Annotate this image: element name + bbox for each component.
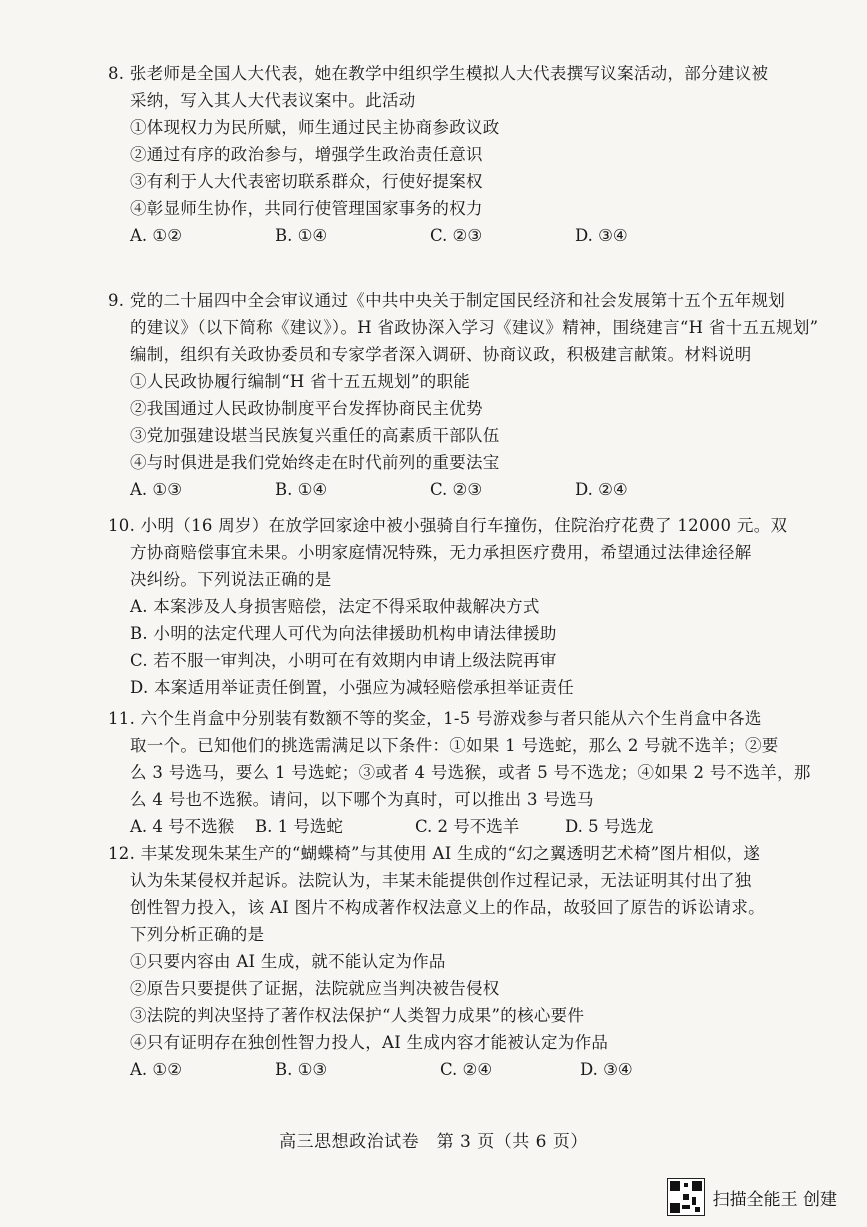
scanner-watermark-text: 扫描全能王 创建	[712, 1189, 837, 1210]
q12-stem-line-1: 12. 丰某发现朱某生产的“蝴蝶椅”与其使用 AI 生成的“幻之翼透明艺术椅”图片相似，遂	[108, 844, 761, 863]
q9-stem-line-3: 编制，组织有关政协委员和专家学者深入调研、协商议政，积极建言献策。材料说明	[130, 345, 752, 364]
scanner-watermark	[667, 1178, 837, 1216]
q11-choices	[108, 813, 838, 841]
q12-option-4: ④只有证明存在独创性智力投人，AI 生成内容才能被认定为作品	[130, 1033, 609, 1052]
q9-choice-d: D. ②④	[575, 480, 628, 499]
q9-stem-line-2: 的建议》（以下简称《建议》）。H 省政协深入学习《建议》精神，围绕建言“H 省十五五规划”	[130, 318, 819, 337]
q11-choice-d: D. 5 号选龙	[565, 817, 654, 836]
q11-stem-line-3: 么 3 号选马，要么 1 号选蛇；③或者 4 号选猴，或者 5 号不选龙；④如果 2 号不选羊，那	[130, 763, 811, 782]
q12-option-3: ③法院的判决坚持了著作权法保护“人类智力成果”的核心要件	[130, 1006, 585, 1025]
q11-stem-line-2: 取一个。已知他们的挑选需满足以下条件：①如果 1 号选蛇，那么 2 号就不选羊；②要	[130, 736, 779, 755]
q11-choice-a: A. 4 号不选猴	[130, 817, 235, 836]
question-12	[108, 840, 838, 1084]
q12-choice-d: D. ③④	[580, 1060, 633, 1079]
q10-stem-line-2: 方协商赔偿事宜未果。小明家庭情况特殊，无力承担医疗费用，希望通过法律途径解	[130, 543, 752, 562]
q10-option-a: A. 本案涉及人身损害赔偿，法定不得采取仲裁解决方式	[130, 597, 540, 616]
q8-choice-c: C. ②③	[430, 226, 483, 245]
q9-option-3: ③党加强建设堪当民族复兴重任的高素质干部队伍	[130, 426, 500, 445]
q12-option-1: ①只要内容由 AI 生成，就不能认定为作品	[130, 952, 446, 971]
q9-option-1: ①人民政协履行编制“H 省十五五规划”的职能	[130, 372, 471, 391]
q8-option-3: ③有利于人大代表密切联系群众，行使好提案权	[130, 172, 483, 191]
q12-choice-b: B. ①③	[275, 1060, 328, 1079]
q8-stem-line-1: 8. 张老师是全国人大代表，她在教学中组织学生模拟人大代表撰写议案活动，部分建议被	[108, 64, 769, 83]
q8-option-2: ②通过有序的政治参与，增强学生政治责任意识	[130, 145, 483, 164]
q11-choice-c: C. 2 号不选羊	[415, 817, 520, 836]
q8-choice-d: D. ③④	[575, 226, 628, 245]
qr-code-icon	[667, 1178, 705, 1216]
q8-option-4: ④彰显师生协作，共同行使管理国家事务的权力	[130, 199, 483, 218]
q8-choice-a: A. ①②	[130, 226, 182, 245]
q12-option-2: ②原告只要提供了证据，法院就应当判决被告侵权	[130, 979, 500, 998]
q8-stem-line-2: 采纳，写入其人大代表议案中。此活动	[130, 91, 416, 110]
q12-choice-c: C. ②④	[440, 1060, 493, 1079]
q9-choice-b: B. ①④	[275, 480, 328, 499]
q8-choices	[108, 222, 838, 250]
question-9	[108, 287, 838, 504]
question-10	[108, 512, 838, 701]
q10-option-d: D. 本案适用举证责任倒置，小强应为减轻赔偿承担举证责任	[130, 678, 575, 697]
q9-stem-line-1: 9. 党的二十届四中全会审议通过《中共中央关于制定国民经济和社会发展第十五个五年规划	[108, 291, 786, 310]
q11-choice-b: B. 1 号选蛇	[255, 817, 343, 836]
q9-choice-a: A. ①③	[130, 480, 182, 499]
q12-choices	[108, 1056, 838, 1084]
q10-option-c: C. 若不服一审判决，小明可在有效期内申请上级法院再审	[130, 651, 557, 670]
question-8	[108, 60, 838, 250]
q12-choice-a: A. ①②	[130, 1060, 182, 1079]
q9-choice-c: C. ②③	[430, 480, 483, 499]
q12-stem-line-2: 认为朱某侵权并起诉。法院认为，丰某未能提供创作过程记录，无法证明其付出了独	[130, 871, 752, 890]
q11-stem-line-1: 11. 六个生肖盒中分别装有数额不等的奖金，1-5 号游戏参与者只能从六个生肖盒中各选	[108, 709, 762, 728]
q10-stem-line-1: 10. 小明（16 周岁）在放学回家途中被小强骑自行车撞伤，住院治疗花费了 12000 元。双	[108, 516, 788, 535]
q9-option-2: ②我国通过人民政协制度平台发挥协商民主优势	[130, 399, 483, 418]
q9-option-4: ④与时俱进是我们党始终走在时代前列的重要法宝	[130, 453, 500, 472]
q11-stem-line-4: 么 4 号也不选猴。请问，以下哪个为真时，可以推出 3 号选马	[130, 790, 594, 809]
q8-option-1: ①体现权力为民所赋，师生通过民主协商参政议政	[130, 118, 500, 137]
q12-stem-line-3: 创性智力投入，该 AI 图片不构成著作权法意义上的作品，故驳回了原告的诉讼请求。	[130, 898, 765, 917]
question-11	[108, 705, 838, 841]
page-footer: 高三思想政治试卷 第 3 页（共 6 页）	[279, 1132, 588, 1152]
q12-stem-line-4: 下列分析正确的是	[130, 925, 265, 944]
q10-stem-line-3: 决纠纷。下列说法正确的是	[130, 570, 332, 589]
q10-option-b: B. 小明的法定代理人可代为向法律援助机构申请法律援助	[130, 624, 557, 643]
q9-choices	[108, 476, 838, 504]
q8-choice-b: B. ①④	[275, 226, 328, 245]
